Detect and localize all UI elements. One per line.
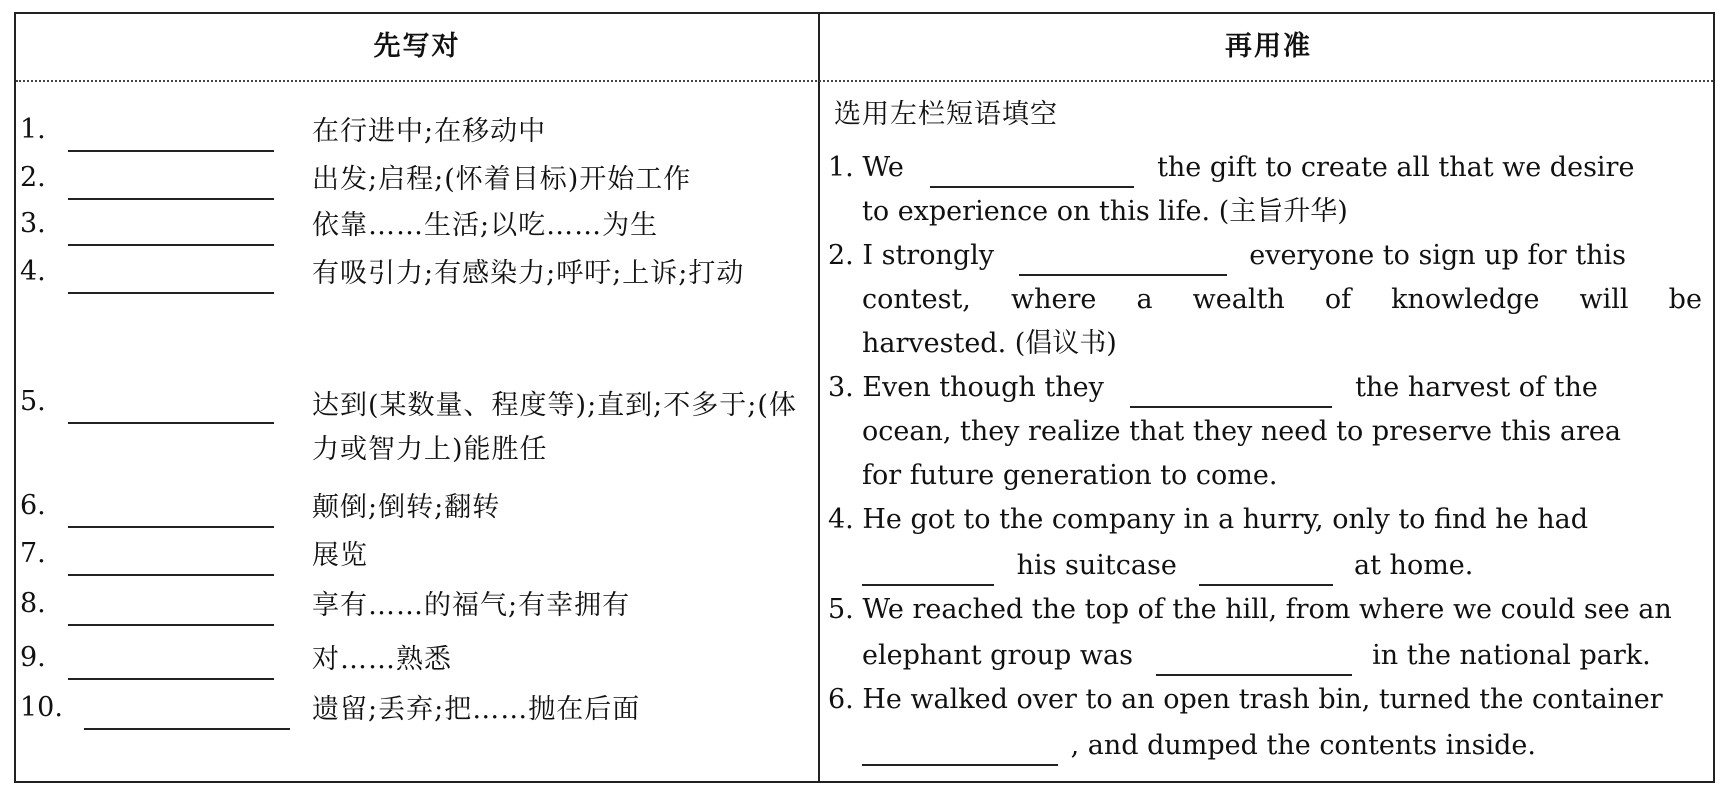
- answer-blank[interactable]: [68, 574, 274, 576]
- header-divider: [16, 80, 1713, 82]
- answer-blank[interactable]: [862, 554, 994, 586]
- item-meaning: 颠倒;倒转;翻转: [312, 492, 501, 523]
- sentence-text: at home.: [1354, 550, 1474, 581]
- word: will: [1579, 284, 1629, 315]
- item-meaning: 出发;启程;(怀着目标)开始工作: [312, 164, 692, 195]
- sentence-1-line-2: to experience on this life. (主旨升华): [862, 196, 1348, 227]
- answer-blank[interactable]: [68, 244, 274, 246]
- sentence-text: 1. We: [828, 152, 904, 183]
- item-number: 9.: [20, 642, 46, 673]
- word: wealth: [1192, 284, 1285, 315]
- word: a: [1136, 284, 1153, 315]
- item-number: 7.: [20, 538, 46, 569]
- sentence-text: the harvest of the: [1355, 372, 1598, 403]
- sentence-text: 2. I strongly: [828, 240, 995, 271]
- item-meaning: 对……熟悉: [312, 644, 452, 675]
- sentence-text: in the national park.: [1372, 640, 1651, 671]
- answer-blank[interactable]: [68, 678, 274, 680]
- item-meaning: 有吸引力;有感染力;呼吁;上诉;打动: [312, 258, 745, 289]
- answer-blank[interactable]: [68, 422, 274, 424]
- answer-blank[interactable]: [84, 728, 290, 730]
- answer-blank[interactable]: [68, 198, 274, 200]
- sentence-5-line-1: 5. We reached the top of the hill, from where we could see an: [828, 594, 1672, 625]
- item-meaning: 在行进中;在移动中: [312, 116, 547, 147]
- sentence-text: elephant group was: [862, 640, 1133, 671]
- sentence-6-line-1: 6. He walked over to an open trash bin, turned the container: [828, 684, 1663, 715]
- item-number: 8.: [20, 588, 46, 619]
- item-number: 3.: [20, 208, 46, 239]
- sentence-2-line-2: [862, 280, 1702, 320]
- answer-blank[interactable]: [930, 156, 1134, 188]
- item-meaning: 享有……的福气;有幸拥有: [312, 590, 631, 621]
- sentence-text: , and dumped the contents inside.: [1070, 730, 1536, 761]
- item-number: 1.: [20, 114, 46, 145]
- sentence-4-line-2: [862, 546, 1473, 586]
- answer-blank[interactable]: [68, 624, 274, 626]
- word: contest,: [862, 284, 971, 315]
- sentence-3-line-2: ocean, they realize that they need to preserve this area: [862, 416, 1621, 447]
- item-meaning: 遗留;丢弃;把……抛在后面: [312, 694, 641, 725]
- word: of: [1324, 284, 1352, 315]
- answer-blank[interactable]: [1130, 376, 1332, 408]
- answer-blank[interactable]: [1019, 244, 1227, 276]
- sentence-text: 3. Even though they: [828, 372, 1104, 403]
- answer-blank[interactable]: [1199, 554, 1333, 586]
- item-meaning: 展览: [312, 540, 368, 571]
- sentence-1-line-1: [828, 148, 1634, 188]
- item-number: 6.: [20, 490, 46, 521]
- sentence-text: his suitcase: [1016, 550, 1177, 581]
- left-column-header: 先写对: [373, 31, 461, 62]
- sentence-text: everyone to sign up for this: [1249, 240, 1626, 271]
- answer-blank[interactable]: [1156, 644, 1352, 676]
- item-number: 2.: [20, 162, 46, 193]
- answer-blank[interactable]: [68, 292, 274, 294]
- sentence-5-line-2: [862, 636, 1651, 676]
- sentence-3-line-3: for future generation to come.: [862, 460, 1278, 491]
- answer-blank[interactable]: [862, 734, 1058, 766]
- item-meaning: 达到(某数量、程度等);直到;不多于;(体力或智力上)能胜任: [312, 390, 797, 465]
- word: where: [1010, 284, 1097, 315]
- column-divider: [818, 14, 820, 781]
- answer-blank[interactable]: [68, 526, 274, 528]
- item-number: 4.: [20, 256, 46, 287]
- item-number: 5.: [20, 386, 46, 417]
- sentence-6-line-2: [862, 726, 1536, 766]
- sentence-3-line-1: [828, 368, 1598, 408]
- word: be: [1668, 284, 1702, 315]
- sentence-text: the gift to create all that we desire: [1157, 152, 1635, 183]
- word: knowledge: [1391, 284, 1540, 315]
- sentence-2-line-3: harvested. (倡议书): [862, 328, 1117, 359]
- exercise-instruction: 选用左栏短语填空: [834, 99, 1058, 130]
- right-column-header: 再用准: [1225, 31, 1312, 62]
- answer-blank[interactable]: [68, 150, 274, 152]
- sentence-4-line-1: 4. He got to the company in a hurry, only to find he had: [828, 504, 1588, 535]
- sentence-2-line-1: [828, 236, 1626, 276]
- item-number: 10.: [20, 692, 63, 723]
- item-meaning: 依靠……生活;以吃……为生: [312, 210, 659, 241]
